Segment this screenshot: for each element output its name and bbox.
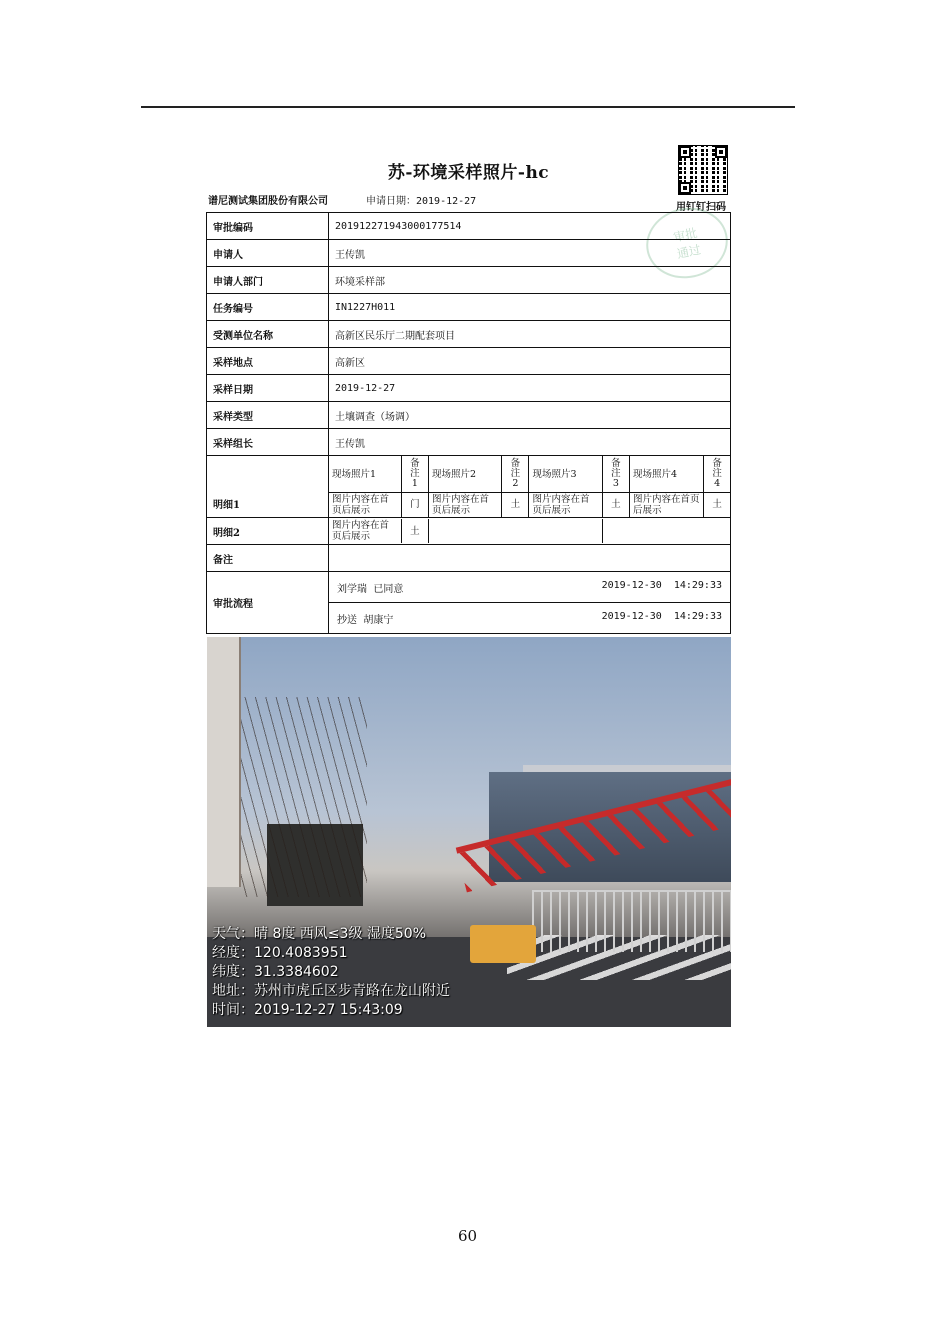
field-label: 审批编码 [207,213,329,240]
note-header: 备 注 3 [602,456,629,492]
field-row [207,429,731,456]
field-value: 王传凯 [329,429,731,456]
field-value: 高新区民乐厅二期配套项目 [329,321,731,348]
field-row [207,267,731,294]
note-value: 土 [401,519,428,543]
photo-watermark-overlay [212,925,450,1020]
field-label: 采样日期 [207,375,329,402]
approval-step [329,572,731,603]
approval-step [329,603,731,634]
photo-header: 现场照片4 [629,456,703,492]
approval-form-table [206,212,731,634]
photo-placeholder-text: 图片内容在首页后展示 [529,492,602,517]
apply-date [366,192,476,207]
apply-date-label: 申请日期： [366,196,416,207]
field-label: 申请人 [207,240,329,267]
detail1-label: 明细1 [207,456,329,518]
approval-step-text: 刘学瑞 已同意 [337,583,404,595]
site-photo [207,637,731,1027]
field-value: 高新区 [329,348,731,375]
company-name: 谱尼测试集团股份有限公司 [208,196,328,207]
field-value: 2019-12-27 [329,375,731,402]
field-label: 采样地点 [207,348,329,375]
field-label: 任务编号 [207,294,329,321]
empty-cell [428,519,602,543]
field-label: 受测单位名称 [207,321,329,348]
approval-stamp: 审批 通过 [640,200,735,286]
qr-caption: 用钉钉扫码 [676,202,726,213]
approval-row [207,572,731,603]
detail2-grid [329,519,730,543]
apply-date-value: 2019-12-27 [416,196,477,207]
photo-longitude: 经度：120.4083951 [212,945,348,961]
photo-placeholder-text: 图片内容在首页后展示 [329,519,401,543]
field-row [207,240,731,267]
detail1-grid [329,456,730,517]
field-row [207,294,731,321]
qr-code-icon[interactable] [679,146,727,194]
photo-placeholder-text: 图片内容在首页后展示 [428,492,501,517]
page-number: 60 [457,1227,478,1245]
field-row [207,375,731,402]
note-value: 土 [704,492,730,517]
field-value: IN1227H011 [329,294,731,321]
field-row [207,213,731,240]
field-label: 采样组长 [207,429,329,456]
field-row [207,402,731,429]
field-label: 采样类型 [207,402,329,429]
photo-time: 时间：2019-12-27 15:43:09 [212,1002,403,1018]
field-value: 201912271943000177514 [329,213,731,240]
field-label: 申请人部门 [207,267,329,294]
header-rule [141,106,795,108]
approval-step-time: 2019-12-30 14:29:33 [601,610,722,622]
approval-label: 审批流程 [207,572,329,634]
photo-latitude: 纬度：31.3384602 [212,964,339,980]
detail2-label: 明细2 [207,518,329,545]
photo-header: 现场照片1 [329,456,401,492]
note-header: 备 注 2 [502,456,529,492]
remark-row [207,545,731,572]
note-value: 土 [502,492,529,517]
photo-placeholder-text: 图片内容在首页后展示 [629,492,703,517]
note-header: 备 注 4 [704,456,730,492]
photo-weather: 天气：晴 8度 西风≤3级 湿度50% [212,926,427,942]
photo-header: 现场照片3 [529,456,602,492]
photo-address: 地址：苏州市虎丘区步青路在龙山附近 [212,983,450,999]
photo-placeholder-text: 图片内容在首页后展示 [329,492,401,517]
field-row [207,321,731,348]
approval-step-time: 2019-12-30 14:29:33 [601,579,722,591]
form-title: 苏-环境采样照片-hc [387,163,550,183]
empty-cell [602,519,730,543]
remark-label: 备注 [207,545,329,572]
remark-value [329,545,731,572]
field-value: 环境采样部 [329,267,731,294]
field-value: 土壤调查（场调） [329,402,731,429]
detail1-row [207,456,731,518]
field-row [207,348,731,375]
note-value: 门 [401,492,428,517]
approval-step-text: 抄送 胡康宁 [337,614,394,626]
detail2-grid-cell [329,518,731,545]
note-value: 土 [602,492,629,517]
field-value: 王传凯 [329,240,731,267]
detail1-grid-cell [329,456,731,518]
note-header: 备 注 1 [401,456,428,492]
detail2-row [207,518,731,545]
photo-header: 现场照片2 [428,456,501,492]
